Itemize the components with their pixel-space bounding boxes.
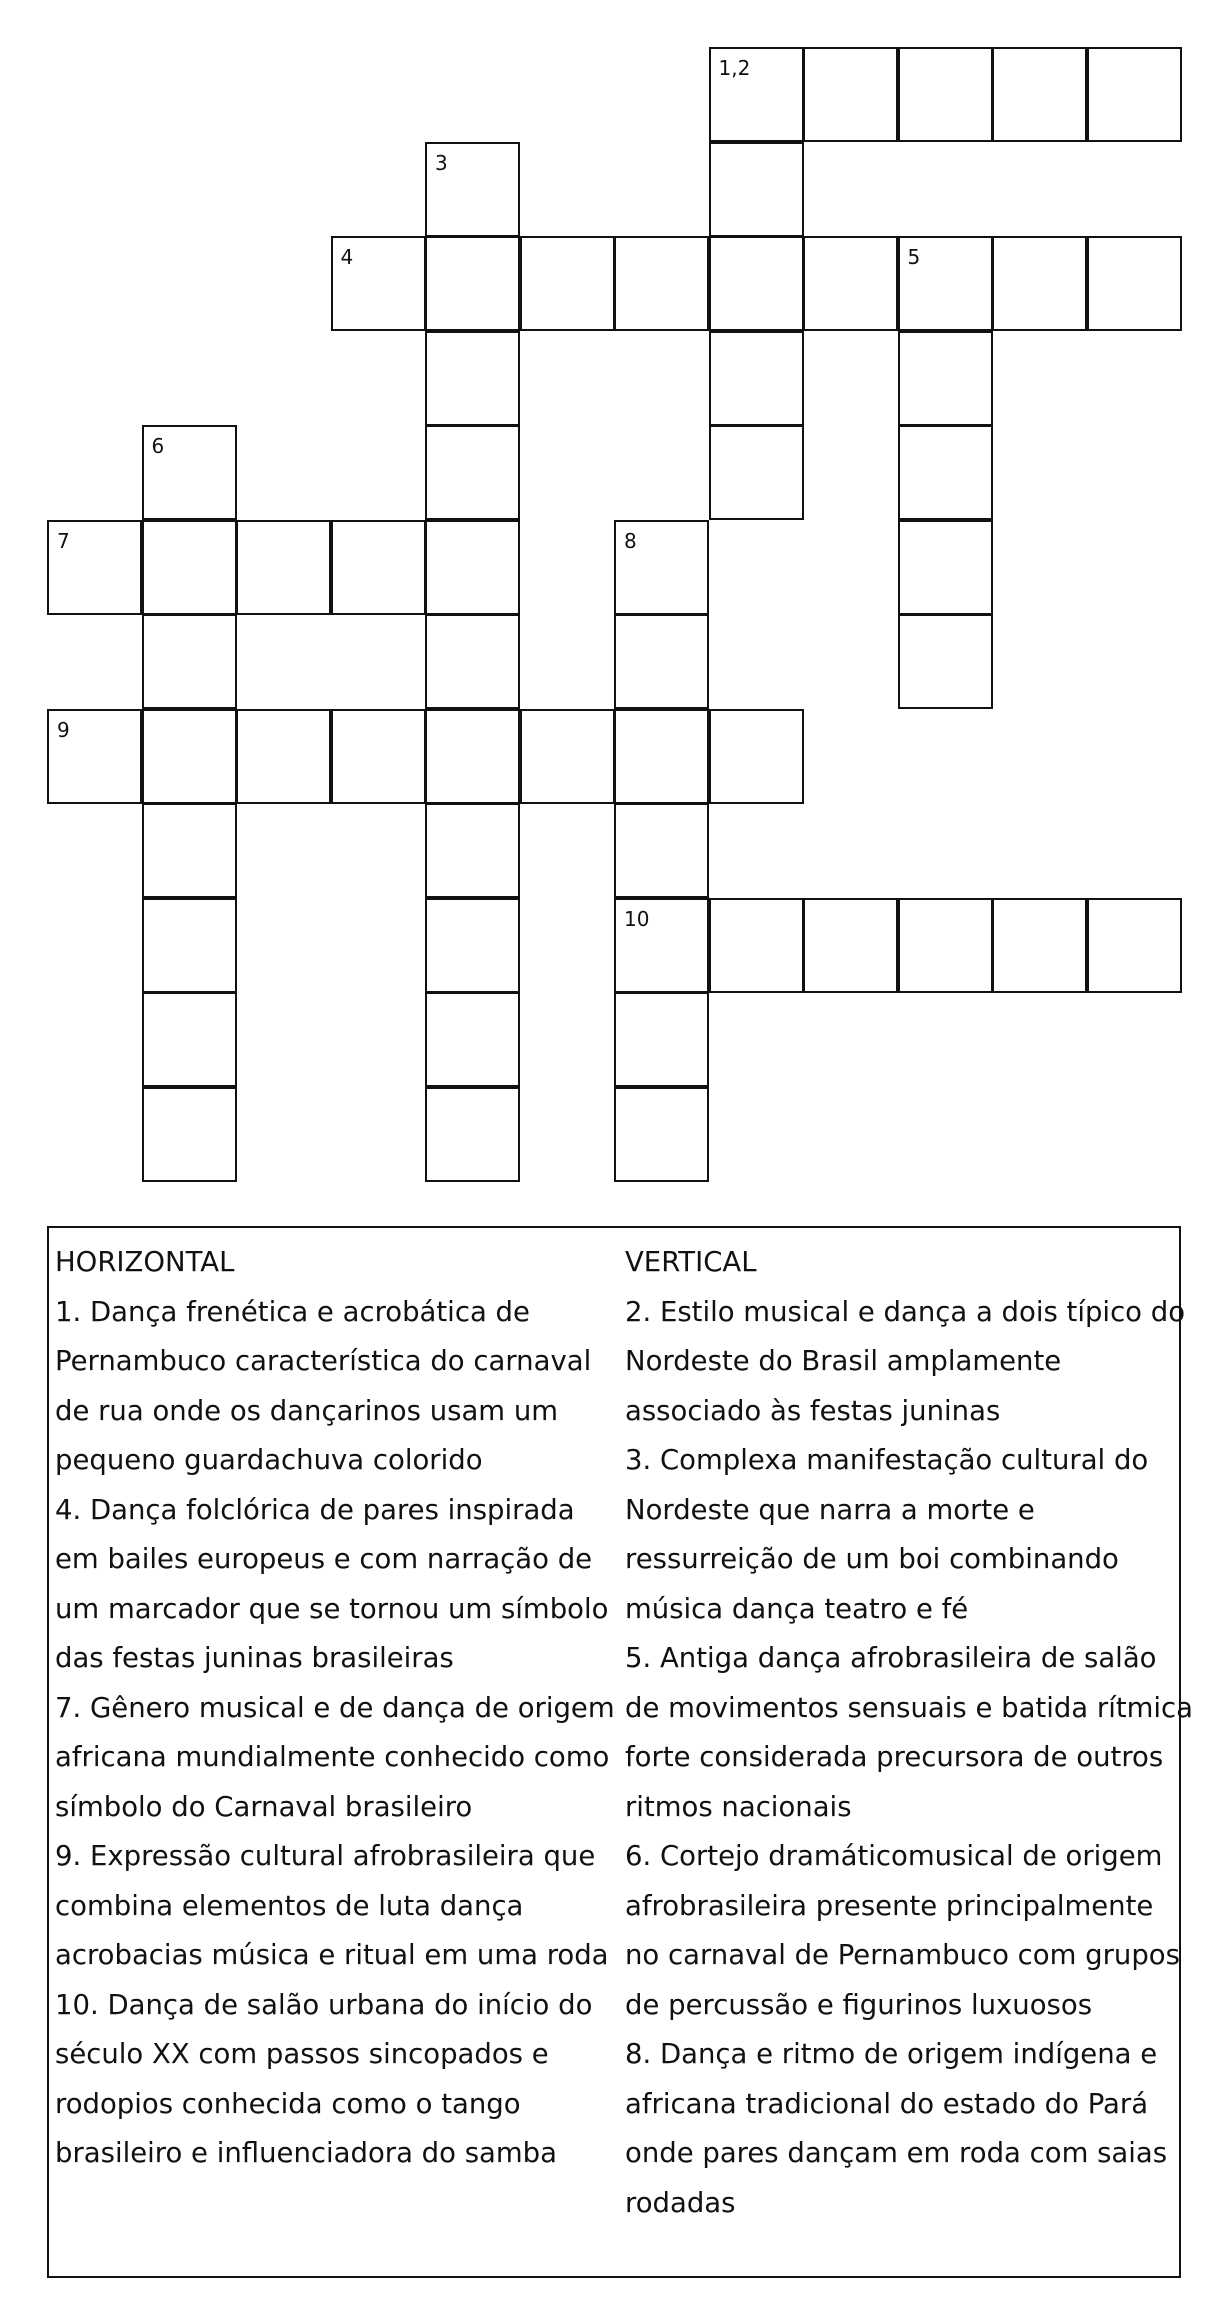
crossword-cell[interactable] (1087, 898, 1182, 993)
horizontal-clue-line: século XX com passos sincopados e (55, 2038, 549, 2070)
crossword-cell[interactable] (898, 520, 993, 615)
vertical-clue-line: ritmos nacionais (625, 1790, 852, 1823)
vertical-clue-line: africana tradicional do estado do Pará (625, 2087, 1149, 2120)
crossword-cell[interactable] (709, 709, 804, 804)
crossword-cell[interactable] (614, 898, 709, 993)
horizontal-clues (55, 1238, 615, 2179)
horizontal-clue-line: rodopios conhecida como o tango (55, 2087, 521, 2120)
crossword-cell[interactable] (898, 47, 993, 142)
crossword-cell[interactable] (425, 142, 520, 237)
crossword-cell[interactable] (142, 425, 237, 520)
vertical-clue-line: música dança teatro e fé (625, 1592, 969, 1625)
vertical-clue-line: 8. Dança e ritmo de origem indígena e (625, 2038, 1158, 2070)
vertical-clue-line: onde pares dançam em roda com saias (625, 2137, 1168, 2169)
horizontal-clue-line: pequeno guardachuva colorido (55, 1444, 483, 1476)
vertical-clue-line: 2. Estilo musical e dança a dois típico do (625, 1295, 1186, 1328)
crossword-cell[interactable] (425, 1087, 520, 1182)
cell-number: 10 (624, 906, 650, 931)
crossword-cell[interactable] (614, 709, 709, 804)
cell-number: 9 (57, 717, 70, 742)
vertical-clue-line: rodadas (625, 2186, 736, 2219)
crossword-cell[interactable] (142, 803, 237, 898)
cell-number: 3 (435, 150, 448, 175)
vertical-clue-line: 3. Complexa manifestação cultural do (625, 1444, 1149, 1476)
crossword-cell[interactable] (898, 236, 993, 331)
crossword-cell[interactable] (992, 236, 1087, 331)
crossword-cell[interactable] (331, 709, 426, 804)
cell-number: 1,2 (718, 56, 751, 80)
crossword-cell[interactable] (992, 898, 1087, 993)
crossword-cell[interactable] (236, 520, 331, 615)
crossword-cell[interactable] (520, 236, 615, 331)
crossword-cell[interactable] (614, 520, 709, 615)
crossword-cell[interactable] (142, 992, 237, 1087)
crossword-cell[interactable] (425, 992, 520, 1087)
crossword-cell[interactable] (142, 1087, 237, 1182)
crossword-cell[interactable] (898, 614, 993, 709)
crossword-cell[interactable] (898, 425, 993, 520)
vertical-clue-line: de percussão e figurinos luxuosos (625, 1988, 1093, 2021)
horizontal-clue-line: um marcador que se tornou um símbolo (55, 1592, 609, 1625)
crossword-cell[interactable] (1087, 47, 1182, 142)
crossword-cell[interactable] (425, 425, 520, 520)
crossword-cell[interactable] (614, 236, 709, 331)
cell-number: 6 (151, 434, 165, 458)
horizontal-clue-line: 4. Dança folclórica de pares inspirada (55, 1493, 575, 1526)
crossword-cell[interactable] (142, 709, 237, 804)
vertical-clue-line: 6. Cortejo dramáticomusical de origem (625, 1840, 1163, 1872)
crossword-cell[interactable] (425, 520, 520, 615)
crossword-cell[interactable] (709, 425, 804, 520)
crossword-cell[interactable] (709, 142, 804, 237)
vertical-clue-line: Nordeste que narra a morte e (625, 1493, 1035, 1526)
vertical-clue-line: forte considerada precursora de outros (625, 1741, 1164, 1773)
crossword-cell[interactable] (614, 803, 709, 898)
crossword-cell[interactable] (47, 520, 142, 615)
vertical-clue-line: Nordeste do Brasil amplamente (625, 1345, 1062, 1377)
horizontal-clue-line: acrobacias música e ritual em uma roda (55, 1939, 609, 1971)
crossword-cell[interactable] (614, 614, 709, 709)
crossword-cell[interactable] (709, 47, 804, 142)
horizontal-clue-line: Pernambuco característica do carnaval (55, 1345, 592, 1377)
horizontal-clue-line: 10. Dança de salão urbana do início do (55, 1988, 593, 2021)
crossword-cell[interactable] (709, 331, 804, 426)
vertical-clue-line: associado às festas juninas (625, 1394, 1001, 1427)
clues-box (47, 1226, 1194, 2278)
crossword-cell[interactable] (898, 331, 993, 426)
horizontal-clue-line: símbolo do Carnaval brasileiro (55, 1790, 473, 1823)
vertical-clues (625, 1238, 1194, 2228)
cell-number: 7 (57, 528, 70, 553)
crossword-cell[interactable] (142, 898, 237, 993)
horizontal-clue-list (55, 1288, 615, 2179)
cell-number: 5 (907, 245, 921, 269)
crossword-cell[interactable] (425, 236, 520, 331)
cell-number: 8 (624, 528, 637, 553)
crossword-cell[interactable] (803, 236, 898, 331)
horizontal-clue-line: em bailes europeus e com narração de (55, 1543, 593, 1575)
horizontal-clue-line: 9. Expressão cultural afrobrasileira que (55, 1840, 596, 1872)
vertical-clue-line: 5. Antiga dança afrobrasileira de salão (625, 1642, 1157, 1674)
crossword-cell[interactable] (425, 898, 520, 993)
vertical-clue-line: ressurreição de um boi combinando (625, 1543, 1119, 1575)
crossword-cell[interactable] (142, 520, 237, 615)
cell-number: 4 (340, 245, 354, 269)
crossword-cell[interactable] (803, 898, 898, 993)
crossword-cell[interactable] (425, 614, 520, 709)
crossword-cell[interactable] (709, 898, 804, 993)
horizontal-clue-line: combina elementos de luta dança (55, 1889, 524, 1922)
vertical-clue-line: no carnaval de Pernambuco com grupos (625, 1939, 1180, 1971)
crossword-cell[interactable] (425, 803, 520, 898)
horizontal-clue-line: das festas juninas brasileiras (55, 1642, 454, 1674)
crossword-cell[interactable] (709, 236, 804, 331)
horizontal-clue-line: 1. Dança frenética e acrobática de (55, 1295, 530, 1328)
crossword-cell[interactable] (520, 709, 615, 804)
crossword-cell[interactable] (898, 898, 993, 993)
crossword-cell[interactable] (331, 520, 426, 615)
crossword-cell[interactable] (614, 1087, 709, 1182)
vertical-title: VERTICAL (625, 1246, 757, 1278)
crossword-cell[interactable] (47, 709, 142, 804)
crossword-cell[interactable] (803, 47, 898, 142)
crossword-cell[interactable] (614, 992, 709, 1087)
horizontal-clue-line: africana mundialmente conhecido como (55, 1741, 610, 1773)
crossword-cell[interactable] (236, 709, 331, 804)
crossword-cell[interactable] (331, 236, 426, 331)
crossword-cell[interactable] (425, 709, 520, 804)
crossword-cell[interactable] (425, 331, 520, 426)
crossword-cell[interactable] (992, 47, 1087, 142)
horizontal-clue-line: 7. Gênero musical e de dança de origem (55, 1691, 615, 1724)
vertical-clue-list (625, 1288, 1194, 2229)
vertical-clue-line: de movimentos sensuais e batida rítmica (625, 1691, 1194, 1724)
crossword-cell[interactable] (1087, 236, 1182, 331)
horizontal-clue-line: brasileiro e influenciadora do samba (55, 2137, 557, 2169)
horizontal-clue-line: de rua onde os dançarinos usam um (55, 1394, 559, 1427)
crossword-cell[interactable] (142, 614, 237, 709)
horizontal-title: HORIZONTAL (55, 1246, 235, 1278)
vertical-clue-line: afrobrasileira presente principalmente (625, 1889, 1154, 1922)
